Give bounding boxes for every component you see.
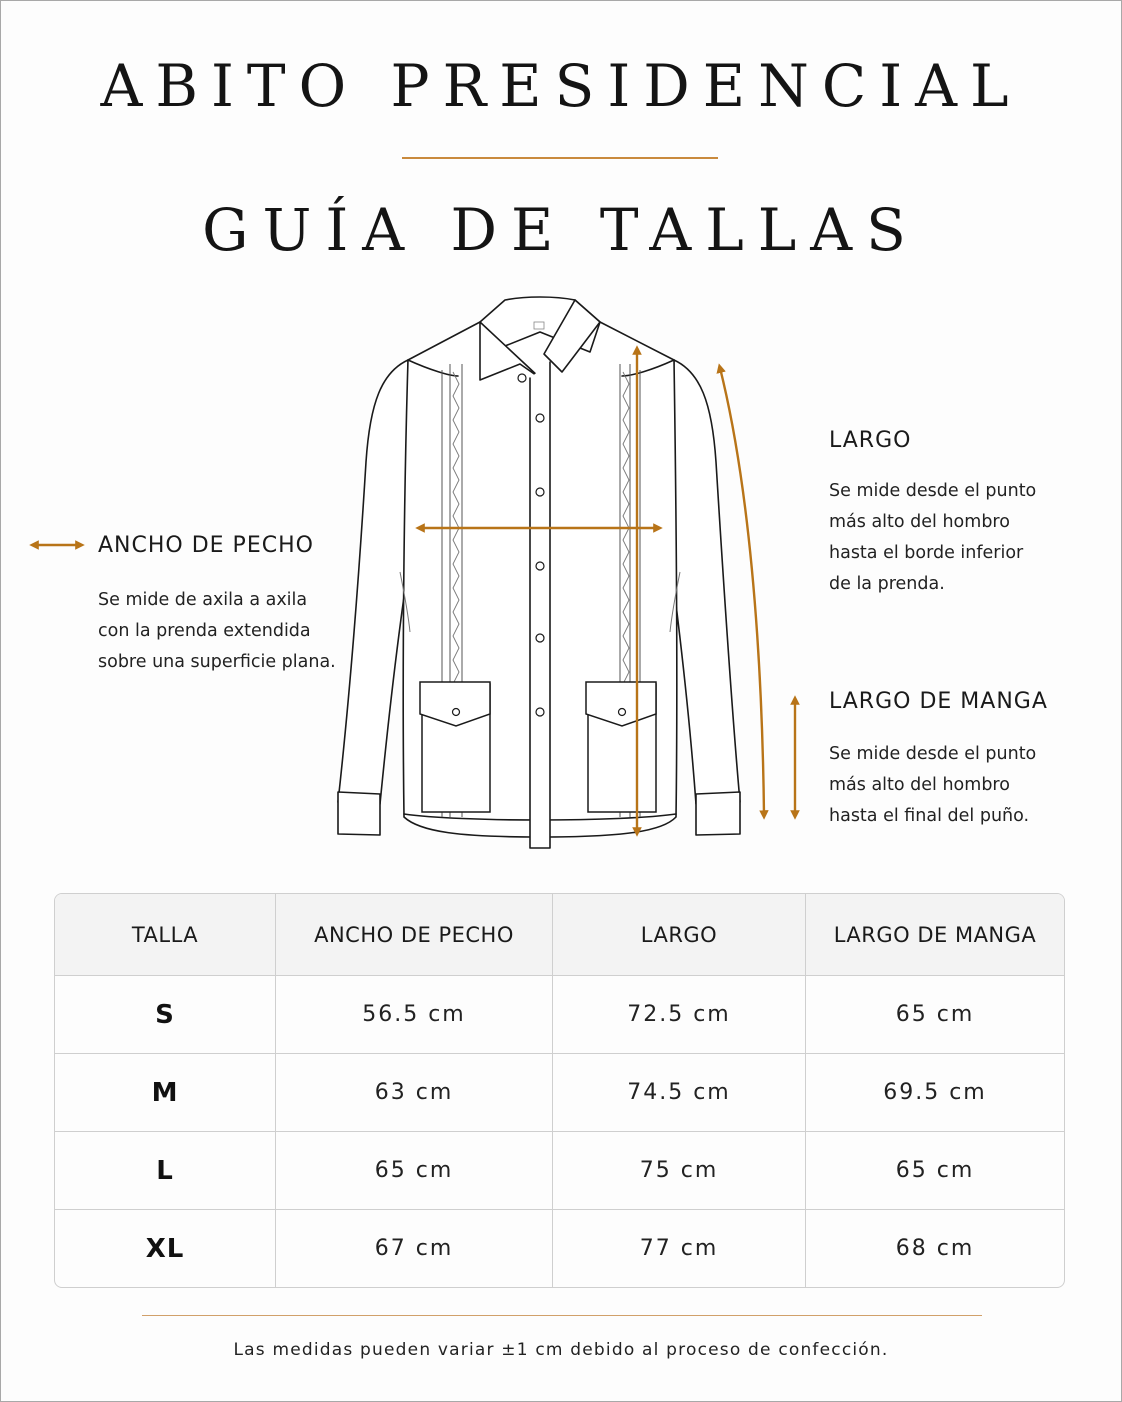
table-row bbox=[55, 1210, 1064, 1287]
sleeve-label-title: LARGO DE MANGA bbox=[829, 689, 1048, 714]
sleeve-label-description: Se mide desde el punto más alto del hombro hasta el final del puño. bbox=[829, 744, 1037, 826]
header-talla: TALLA bbox=[55, 894, 276, 976]
length-cell: 77 cm bbox=[553, 1210, 806, 1287]
chest-cell: 63 cm bbox=[276, 1054, 553, 1132]
header-largo: LARGO bbox=[553, 894, 806, 976]
header-ancho-de-pecho: ANCHO DE PECHO bbox=[276, 894, 553, 976]
length-cell: 74.5 cm bbox=[553, 1054, 806, 1132]
size-cell: S bbox=[55, 976, 276, 1054]
header-largo-de-manga: LARGO DE MANGA bbox=[806, 894, 1064, 976]
size-cell: L bbox=[55, 1132, 276, 1210]
chest-cell: 65 cm bbox=[276, 1132, 553, 1210]
size-table bbox=[54, 893, 1065, 1288]
chest-cell: 56.5 cm bbox=[276, 976, 553, 1054]
sleeve-cell: 69.5 cm bbox=[806, 1054, 1064, 1132]
chest-cell: 67 cm bbox=[276, 1210, 553, 1287]
table-header-row bbox=[55, 894, 1064, 976]
table-row bbox=[55, 1054, 1064, 1132]
sleeve-cell: 65 cm bbox=[806, 976, 1064, 1054]
size-cell: M bbox=[55, 1054, 276, 1132]
length-arrow bbox=[720, 368, 764, 815]
length-label-description: Se mide desde el punto más alto del hombro hasta el borde inferior de la prenda. bbox=[829, 481, 1037, 594]
length-label-title: LARGO bbox=[829, 428, 912, 453]
chest-label-description: Se mide de axila a axila con la prenda extendida sobre una superficie plana. bbox=[98, 590, 336, 672]
brand-title: ABITO PRESIDENCIAL bbox=[100, 52, 1022, 120]
length-cell: 75 cm bbox=[553, 1132, 806, 1210]
table-row bbox=[55, 1132, 1064, 1210]
length-cell: 72.5 cm bbox=[553, 976, 806, 1054]
sleeve-cell: 68 cm bbox=[895, 1236, 975, 1261]
size-cell: XL bbox=[55, 1210, 276, 1287]
sleeve-cell: 65 cm bbox=[806, 1132, 1064, 1210]
table-row bbox=[55, 976, 1064, 1054]
chest-label-title: ANCHO DE PECHO bbox=[98, 533, 314, 558]
page-subtitle: GUÍA DE TALLAS bbox=[202, 196, 920, 264]
footnote-divider bbox=[142, 1315, 982, 1316]
footnote: Las medidas pueden variar ±1 cm debido al proceso de confección. bbox=[233, 1340, 889, 1360]
